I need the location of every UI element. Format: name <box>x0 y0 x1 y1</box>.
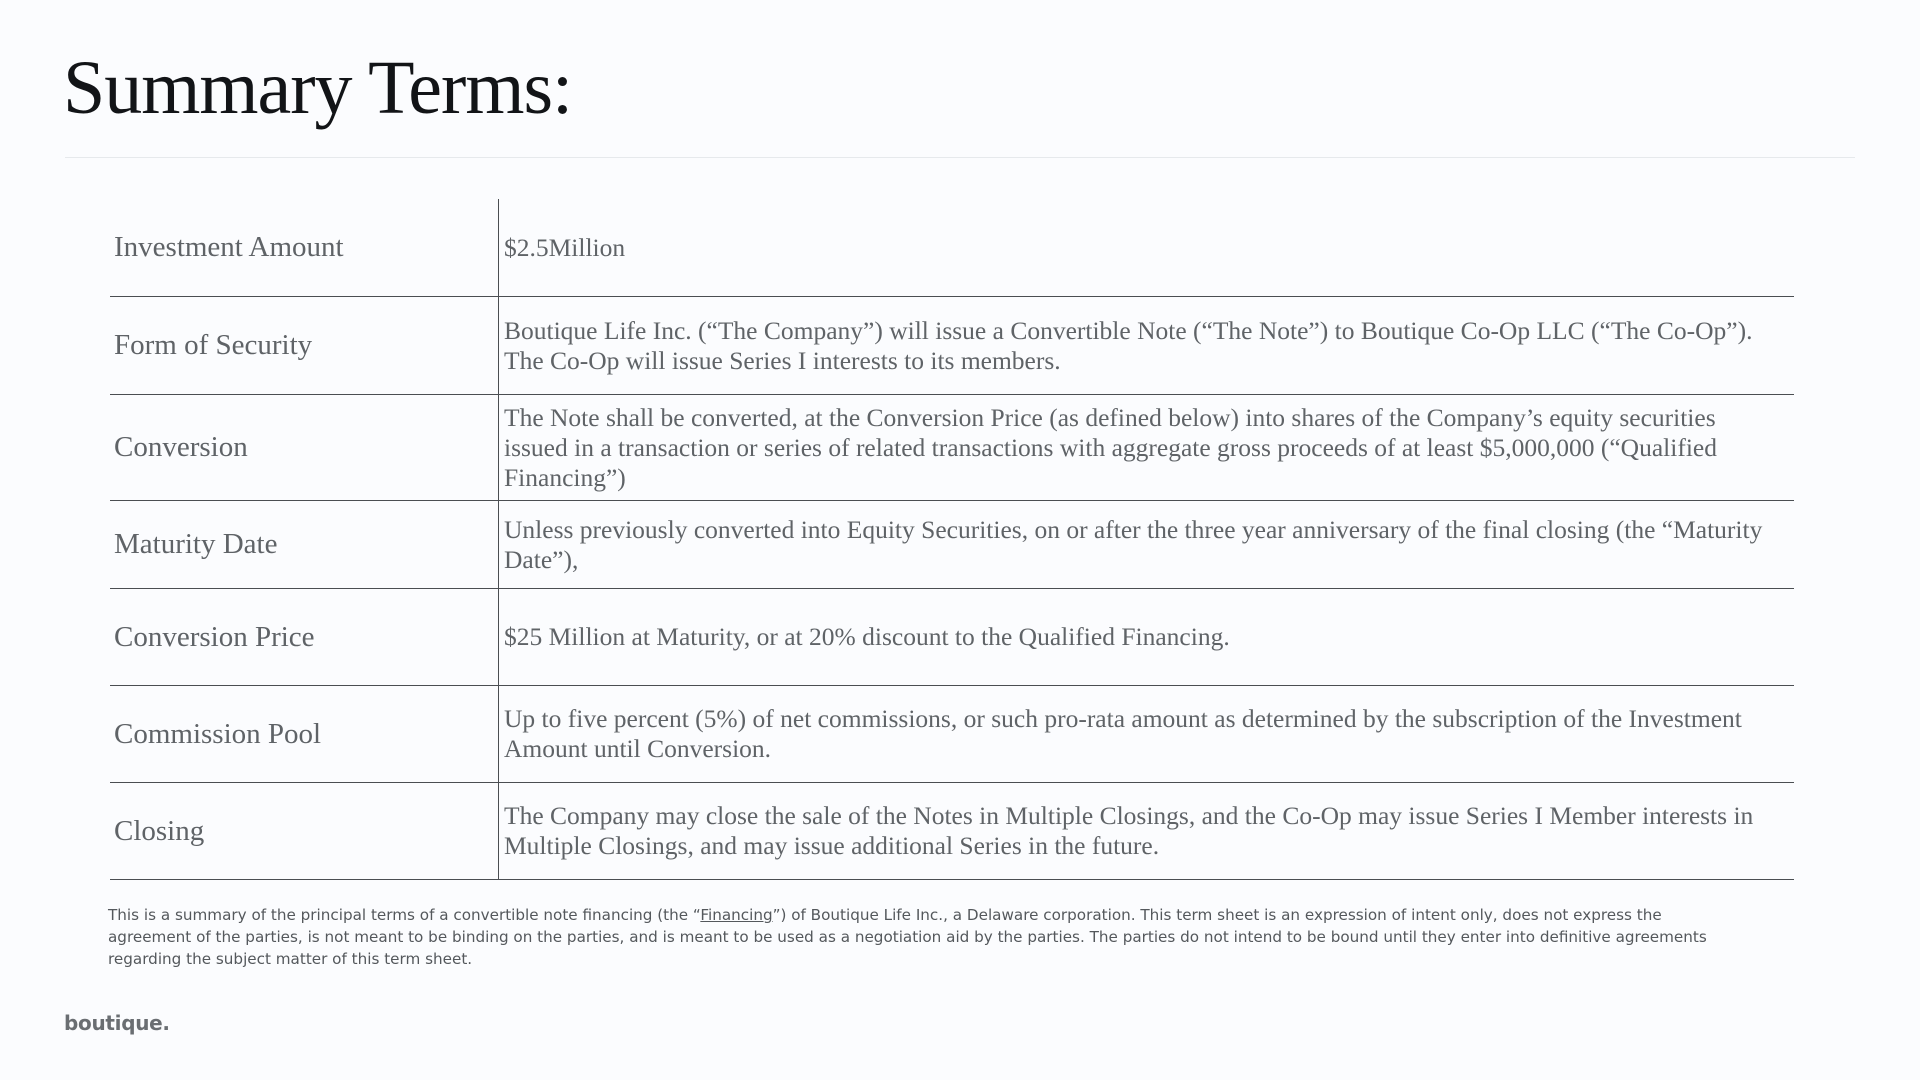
table-row <box>110 199 1794 297</box>
boutique-logo: boutique. <box>64 1011 170 1035</box>
title-divider <box>65 157 1855 158</box>
disclaimer-text-end: ”) of Boutique Life Inc., a Delaware corporation. This term sheet is an expression of intent only, does not express the agreement of the parties, is not meant to be binding on the parties, and is meant to be used as a negotiation aid by the parties. The parties do not intend to be bound until they enter into definitive agreements regarding the subject matter of this term sheet. <box>108 906 1707 968</box>
term-value-maturity-date: Unless previously converted into Equity Securities, on or after the three year anniversary of the final closing (the “Maturity Date”), <box>504 514 1763 574</box>
term-label-conversion-price: Conversion Price <box>110 589 499 685</box>
financing-defined-term: Financing <box>700 906 773 924</box>
table-row <box>110 589 1794 686</box>
term-label-closing: Closing <box>110 783 499 879</box>
table-row <box>110 501 1794 589</box>
term-value-form-of-security: Boutique Life Inc. (“The Company”) will issue a Convertible Note (“The Note”) to Boutique Co-Op LLC (“The Co-Op”). The Co-Op will issue Series I interests to its members. <box>504 315 1753 375</box>
disclaimer-text-start: This is a summary of the principal terms of a convertible note financing (the “ <box>108 906 701 924</box>
disclaimer-text <box>108 904 1708 970</box>
term-value-conversion-price: $25 Million at Maturity, or at 20% discount to the Qualified Financing. <box>504 622 1230 651</box>
term-value-commission-pool: Up to five percent (5%) of net commissions, or such pro-rata amount as determined by the subscription of the Investment Amount until Conversion. <box>504 704 1742 763</box>
summary-terms-table <box>110 199 1794 880</box>
term-label-commission-pool: Commission Pool <box>110 686 499 782</box>
term-value-conversion: The Note shall be converted, at the Conversion Price (as defined below) into shares of the Company’s equity securities issued in a transaction or series of related transactions with aggregate gross proceeds of at least $5,000,000 (“Qualified Financing”) <box>504 402 1717 492</box>
term-label-investment-amount: Investment Amount <box>110 199 499 296</box>
term-value-investment-amount: $2.5Million <box>504 232 626 262</box>
table-row <box>110 395 1794 501</box>
page-title: Summary Terms: <box>63 46 573 130</box>
term-label-conversion: Conversion <box>110 395 499 500</box>
term-label-maturity-date: Maturity Date <box>110 501 499 588</box>
table-row <box>110 783 1794 880</box>
term-value-closing: The Company may close the sale of the Notes in Multiple Closings, and the Co-Op may issue Series I Member interests in Multiple Closings, and may issue additional Series in the future. <box>504 801 1754 860</box>
term-label-form-of-security: Form of Security <box>110 297 499 394</box>
table-row <box>110 686 1794 783</box>
table-row <box>110 297 1794 395</box>
